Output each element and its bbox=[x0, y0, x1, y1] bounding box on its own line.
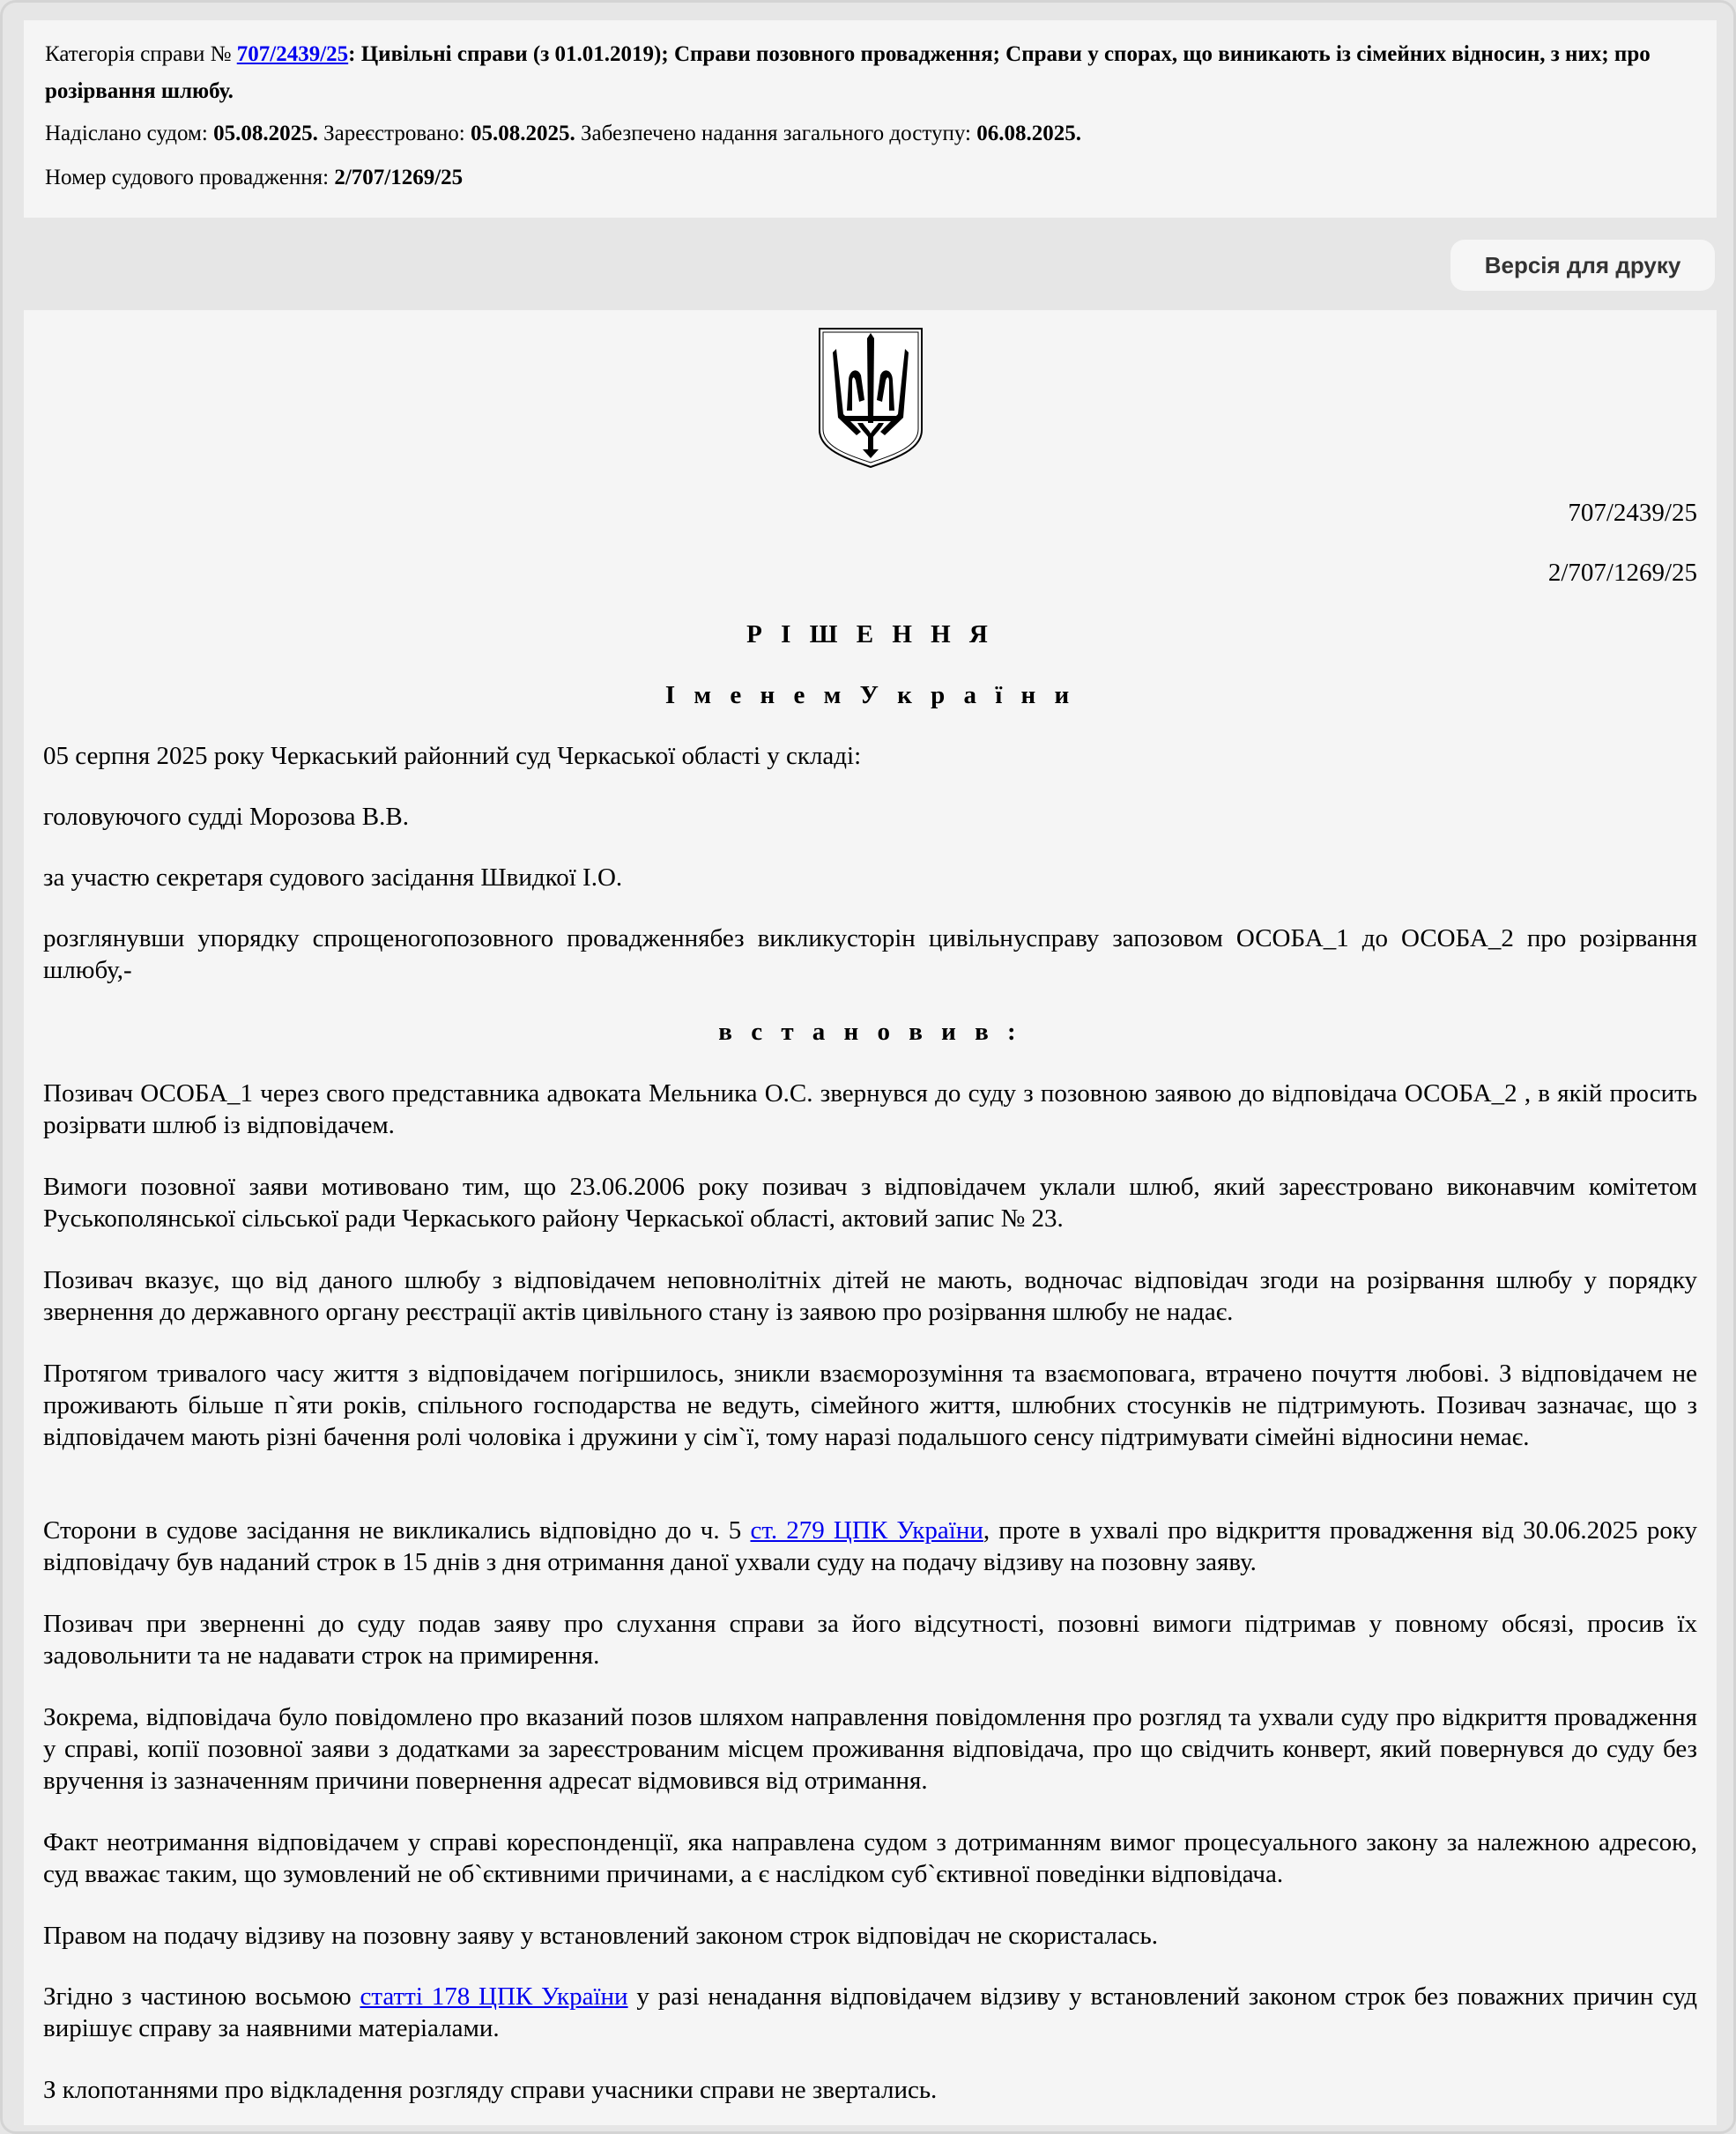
established-heading: в с т а н о в и в : bbox=[718, 1018, 1022, 1046]
case-category bbox=[45, 36, 1695, 110]
case-number-link[interactable]: 707/2439/25 bbox=[236, 42, 349, 66]
paragraph-text: Згідно з частиною восьмою bbox=[43, 1982, 360, 2011]
case-info-header bbox=[24, 20, 1717, 218]
law-link-art-279[interactable]: ст. 279 ЦПК України bbox=[750, 1516, 983, 1545]
proceeding-number bbox=[45, 159, 1695, 196]
paragraph: Позивач при зверненні до суду подав заяву про слухання справи за його відсутності, позовні вимоги підтримав у повному обсязі, просив їх задовольнити та не надавати строк на примирення. bbox=[43, 1610, 1697, 1670]
paragraph-text: Сторони в судове засідання не викликались відповідно до ч. 5 bbox=[43, 1516, 751, 1545]
sent-label: Надіслано судом: bbox=[45, 122, 214, 145]
paragraph: Вимоги позовної заяви мотивовано тим, що 23.06.2006 року позивач з відповідачем уклали шлюб, який зареєстровано виконавчим комітетом Руськополянської сільської ради Черкаського району Черкаської області, актовий запис № 23. bbox=[43, 1173, 1697, 1233]
access-label: Забезпечено надання загального доступу: bbox=[575, 122, 977, 145]
intro-judge: головуючого судді Морозова В.В. bbox=[43, 803, 409, 831]
intro-secretary: за участю секретаря судового засідання Швидкої І.О. bbox=[43, 863, 623, 892]
paragraph: Протягом тривалого часу життя з відповідачем погіршилось, зникли взаєморозуміння та взаємоповага, втрачено почуття любові. З відповідачем не проживають більше п`яти років, спільного господарства не ведуть, сімейного життя, шлюбних стосунків не підтримують. Позивач зазначає, що з відповідачем мають різні бачення ролі чоловіка і дружини у сім`ї, тому наразі подальшого сенсу підтримувати сімейні відносини немає. bbox=[43, 1360, 1697, 1451]
case-number: 707/2439/25 bbox=[1568, 499, 1697, 527]
ukraine-trident-icon bbox=[817, 326, 924, 469]
paragraph bbox=[43, 1981, 1697, 2044]
case-dates bbox=[45, 115, 1695, 152]
intro-court: 05 серпня 2025 року Черкаський районний суд Черкаської області у складі: bbox=[43, 742, 862, 770]
intro-case: розглянувши упорядку спрощеногопозовного провадженнябез викликусторін цивільнусправу запозовом ОСОБА_1 до ОСОБА_2 про розірвання шлюбу,- bbox=[43, 924, 1697, 984]
print-version-button[interactable]: Версія для друку bbox=[1450, 240, 1715, 291]
proceeding-label: Номер судового провадження: bbox=[45, 166, 335, 189]
paragraph: З клопотаннями про відкладення розгляду справи учасники справи не звертались. bbox=[43, 2076, 938, 2104]
access-date: 06.08.2025. bbox=[976, 122, 1081, 145]
sent-date: 05.08.2025. bbox=[213, 122, 318, 145]
paragraph bbox=[43, 1515, 1697, 1578]
paragraph: Позивач вказує, що від даного шлюбу з відповідачем неповнолітніх дітей не мають, водночас відповідач згоди на розірвання шлюбу у порядку звернення до державного органу реєстрації актів цивільного стану із заявою про розірвання шлюбу не надає. bbox=[43, 1266, 1697, 1326]
paragraph: Зокрема, відповідача було повідомлено про вказаний позов шляхом направлення повідомлення про розгляд та ухвали суду про відкриття провадження у справі, копії позовної заяви з додатками за зареєстрованим місцем проживання відповідача, про що свідчить конверт, який повернувся до суду без вручення із зазначенням причини повернення адресат відмовився від отримання. bbox=[43, 1703, 1697, 1795]
registered-label: Зареєстровано: bbox=[317, 122, 471, 145]
category-label: Категорія справи № bbox=[45, 42, 237, 66]
paragraph-text: у разі ненадання відповідачем відзиву у встановлений законом строк без поважних причин суд вирішує справу за наявними матеріалами. bbox=[43, 1982, 1697, 2042]
paragraph: Позивач ОСОБА_1 через свого представника адвоката Мельника О.С. звернувся до суду з позовною заявою до відповідача ОСОБА_2 , в якій просить розірвати шлюб із відповідачем. bbox=[43, 1079, 1697, 1139]
paragraph-text: , проте в ухвалі про відкриття провадження від 30.06.2025 року відповідачу був наданий строк в 15 днів з дня отримання даної ухвали суду на подачу відзиву на позовну заяву. bbox=[43, 1516, 1697, 1576]
court-decision-document bbox=[24, 310, 1717, 2125]
registered-date: 05.08.2025. bbox=[471, 122, 575, 145]
decision-subtitle: І м е н е м У к р а ї н и bbox=[664, 681, 1076, 709]
paragraph: Правом на подачу відзиву на позовну заяву у встановлений законом строк відповідач не скористалась. bbox=[43, 1922, 1159, 1950]
proceeding-value: 2/707/1269/25 bbox=[334, 166, 464, 189]
paragraph: Факт неотримання відповідачем у справі кореспонденції, яка направлена судом з дотриманням вимог процесуального закону за належною адресою, суд вважає таким, що зумовлений не об`єктивними причинами, а є наслідком суб`єктивної поведінки відповідача. bbox=[43, 1828, 1697, 1888]
decision-title: Р І Ш Е Н Н Я bbox=[746, 620, 994, 648]
category-text: : Цивільні справи (з 01.01.2019); Справи позовного провадження; Справи у спорах, що виникають із сімейних відносин, з них; про розірвання шлюбу. bbox=[45, 42, 1651, 103]
doc-proceeding-number: 2/707/1269/25 bbox=[1547, 559, 1697, 587]
law-link-art-178[interactable]: статті 178 ЦПК України bbox=[360, 1982, 628, 2011]
